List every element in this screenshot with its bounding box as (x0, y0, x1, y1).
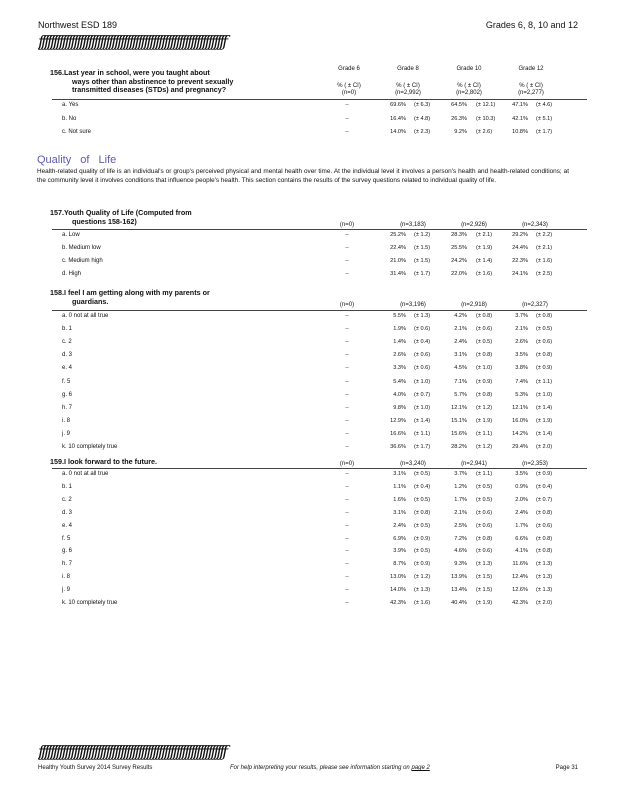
question-divider (52, 99, 587, 100)
answer-label: e. 4 (62, 522, 73, 529)
question-line: ways other than abstinence to prevent sexually (72, 76, 234, 86)
g10-ci: (± 1.4) (476, 258, 493, 264)
g8-ci: (± 1.4) (414, 417, 431, 424)
g12-ci: (± 0.8) (536, 352, 553, 359)
g12-ci: (± 2.0) (536, 444, 553, 450)
footer-survey-title: Healthy Youth Survey 2014 Survey Results (38, 765, 153, 771)
g10-percent: 9.3% (454, 561, 467, 568)
grade-header-label: Grade 12 (518, 66, 544, 72)
g8-percent: 3.1% (393, 471, 406, 477)
answer-label: c. Not sure (62, 129, 92, 135)
answer-label: j. 9 (62, 430, 71, 437)
g8-ci: (± 1.1) (414, 430, 431, 437)
g10-percent: 64.5% (451, 102, 467, 108)
g10-percent: 1.7% (454, 496, 467, 503)
g10-ci: (± 1.1) (476, 471, 493, 477)
answer-label: b. 1 (62, 326, 73, 333)
g8-percent: 1.4% (393, 339, 406, 346)
g12-percent: 11.6% (512, 561, 528, 568)
answer-label: c. 2 (62, 339, 72, 346)
g10-percent: 7.2% (454, 535, 467, 542)
question-number: 157. (50, 208, 64, 217)
g10-ci: (± 1.2) (476, 404, 493, 411)
g12-percent: 5.3% (515, 391, 528, 398)
grade-header-3 (496, 66, 566, 97)
sample-size: (n=3,196) (400, 302, 426, 308)
g12-percent: 6.6% (515, 535, 528, 542)
g8-percent: 14.0% (390, 587, 406, 594)
g8-percent: 1.9% (393, 326, 406, 333)
g8-percent: 16.6% (390, 430, 406, 437)
g8-ci: (± 0.9) (414, 535, 431, 542)
g12-percent: 24.4% (512, 245, 528, 251)
g10-percent: 24.2% (451, 258, 467, 264)
g12-percent: 3.8% (515, 365, 528, 372)
answer-label: h. 7 (62, 561, 73, 568)
g10-percent: 2.1% (454, 509, 467, 516)
g10-percent: 26.3% (451, 115, 467, 122)
g8-ci: (± 1.6) (414, 600, 431, 606)
g8-ci: (± 0.5) (414, 471, 431, 477)
question-line: I feel I am getting along with my parents or (64, 288, 210, 297)
g8-percent: 12.9% (390, 417, 406, 424)
grade-header-ci: % ( ± CI) (457, 83, 481, 89)
g12-percent: 16.0% (512, 417, 528, 424)
section-description: Health-related quality of life is an individual's or group's perceived physical and mental health over time. At the individual level it involves a person's health and health-related conditions; at the community level it involves conditions that influence people's health. This section contains the results of the survey questions related to individual quality of life. (37, 168, 569, 184)
g10-percent: 28.2% (451, 444, 467, 450)
g12-ci: (± 1.6) (536, 258, 553, 264)
sample-size: (n=0) (339, 302, 355, 308)
question-number: 156. (50, 68, 64, 77)
g8-percent: 5.4% (393, 378, 406, 385)
footer-help-text (230, 765, 430, 771)
g10-percent: 7.1% (454, 378, 467, 385)
g12-percent: 3.7% (515, 313, 528, 319)
answer-label: c. Medium high (62, 258, 103, 264)
answer-label: b. 1 (62, 483, 73, 490)
answer-label: j. 9 (62, 587, 71, 594)
answer-label: d. 3 (62, 509, 73, 516)
g10-ci: (± 0.6) (476, 326, 493, 333)
g12-ci: (± 1.3) (536, 587, 553, 594)
top-divider: ƒƒƒƒƒƒƒƒƒƒƒƒƒƒƒƒƒƒƒƒƒƒƒƒƒƒƒƒƒƒƒƒƒƒƒƒƒƒƒƒƒƒƒƒƒƒƒƒƒƒƒƒƒƒƒƒƒƒƒƒƒƒƒƒ (38, 32, 225, 51)
question-line: Last year in school, were you taught about (64, 68, 210, 77)
g8-ci: (± 1.0) (414, 404, 431, 411)
g12-percent: 2.1% (515, 326, 528, 333)
grade-header-ci: % ( ± CI) (519, 83, 543, 89)
g12-percent: 12.4% (512, 574, 528, 581)
g12-ci: (± 1.3) (536, 574, 553, 581)
g10-percent: 3.7% (454, 471, 467, 477)
answer-label: g. 6 (62, 548, 73, 555)
question-line: transmitted diseases (STDs) and pregnancy? (72, 85, 227, 94)
g12-ci: (± 0.9) (536, 365, 553, 372)
answer-label: b. Medium low (62, 245, 101, 251)
g10-ci: (± 1.1) (476, 430, 493, 437)
grade-header-label: Grade 8 (397, 66, 419, 72)
question-line: Youth Quality of Life (Computed from (64, 208, 192, 217)
g8-percent: 69.6% (390, 102, 406, 108)
header-grades: Grades 6, 8, 10 and 12 (485, 20, 578, 30)
g8-percent: 31.4% (390, 271, 406, 277)
g10-ci: (± 0.6) (476, 522, 493, 529)
g8-percent: 3.3% (393, 365, 406, 372)
grade6-value: -- (345, 444, 349, 450)
g10-percent: 9.2% (454, 129, 467, 135)
g8-percent: 16.4% (390, 115, 406, 122)
g12-ci: (± 1.9) (536, 417, 553, 424)
g8-percent: 8.7% (393, 561, 406, 568)
g8-percent: 4.0% (393, 391, 406, 398)
g10-percent: 2.4% (454, 339, 467, 346)
g12-ci: (± 1.7) (536, 129, 553, 135)
g10-percent: 13.4% (451, 587, 467, 594)
g8-ci: (± 1.2) (414, 232, 431, 238)
grade-header-label: Grade 10 (456, 66, 482, 72)
g12-percent: 4.1% (515, 548, 528, 555)
g12-ci: (± 5.1) (536, 115, 553, 122)
g12-ci: (± 1.4) (536, 430, 553, 437)
g10-percent: 15.6% (451, 430, 467, 437)
grade-header-2 (434, 66, 504, 97)
g10-ci: (± 0.5) (476, 483, 493, 490)
g12-ci: (± 0.6) (536, 522, 553, 529)
g12-ci: (± 1.3) (536, 561, 553, 568)
g8-ci: (± 1.5) (414, 245, 431, 251)
g8-ci: (± 1.7) (414, 271, 431, 277)
g12-ci: (± 0.8) (536, 535, 553, 542)
g12-percent: 12.6% (512, 587, 528, 594)
sample-size: (n=2,918) (461, 302, 487, 308)
sample-size: (n=0) (339, 461, 355, 467)
g10-ci: (± 0.8) (476, 535, 493, 542)
g8-percent: 2.4% (393, 522, 406, 529)
grade6-value: -- (345, 102, 349, 108)
g12-ci: (± 0.9) (536, 471, 553, 477)
answer-label: i. 8 (62, 417, 71, 424)
g10-percent: 15.1% (451, 417, 467, 424)
grade6-value: -- (345, 574, 349, 581)
header-district: Northwest ESD 189 (38, 20, 118, 30)
g10-ci: (± 1.9) (476, 417, 493, 424)
g10-percent: 4.6% (454, 548, 467, 555)
g8-percent: 22.4% (390, 245, 406, 251)
g12-percent: 42.1% (512, 115, 528, 122)
g12-percent: 10.8% (512, 129, 528, 135)
grade6-value: -- (345, 232, 349, 238)
g8-ci: (± 6.3) (414, 102, 431, 108)
g12-percent: 1.7% (515, 522, 528, 529)
g10-percent: 1.2% (454, 483, 467, 490)
g8-ci: (± 0.9) (414, 561, 431, 568)
g10-percent: 2.1% (454, 326, 467, 333)
g10-percent: 12.1% (451, 404, 467, 411)
g10-ci: (± 0.8) (476, 313, 493, 319)
g10-ci: (± 1.2) (476, 444, 493, 450)
question-divider (52, 468, 587, 469)
g12-percent: 14.2% (512, 430, 528, 437)
g12-percent: 0.9% (515, 483, 528, 490)
g12-percent: 29.2% (512, 232, 528, 238)
answer-label: g. 6 (62, 391, 73, 398)
g8-ci: (± 4.8) (414, 115, 431, 122)
g12-percent: 47.1% (512, 102, 528, 108)
question-line: questions 158-162) (72, 216, 137, 226)
grade-header-ci: % ( ± CI) (396, 83, 420, 89)
footer-page-link[interactable]: page 2 (411, 765, 430, 771)
g10-percent: 22.0% (451, 271, 467, 277)
answer-label: i. 8 (62, 574, 71, 581)
g12-percent: 24.1% (512, 271, 528, 277)
g8-percent: 9.8% (393, 404, 406, 411)
grade6-value: -- (345, 326, 349, 333)
grade6-value: -- (345, 339, 349, 346)
g12-ci: (± 0.7) (536, 496, 553, 503)
grade6-value: -- (345, 365, 349, 372)
g12-ci: (± 0.4) (536, 483, 553, 490)
section-title: Quality of Life (37, 154, 117, 166)
g8-ci: (± 0.7) (414, 391, 431, 398)
g10-ci: (± 2.1) (476, 232, 493, 238)
g10-ci: (± 0.6) (476, 509, 493, 516)
g8-ci: (± 1.3) (414, 313, 431, 319)
grade6-value: -- (345, 352, 349, 359)
g10-percent: 5.7% (454, 391, 467, 398)
g8-percent: 13.0% (390, 574, 406, 581)
answer-label: h. 7 (62, 404, 73, 411)
g8-percent: 1.6% (393, 496, 406, 503)
g10-ci: (± 12.1) (476, 102, 496, 108)
grade6-value: -- (345, 258, 349, 264)
question-divider (52, 310, 587, 311)
question-line: I look forward to the future. (64, 457, 158, 466)
g12-ci: (± 0.8) (536, 509, 553, 516)
sample-size: (n=2,941) (461, 461, 487, 467)
sample-size: (n=2,327) (522, 302, 548, 308)
g10-ci: (± 0.5) (476, 496, 493, 503)
answer-label: b. No (62, 115, 77, 122)
g10-ci: (± 0.9) (476, 378, 493, 385)
bottom-divider: ƒƒƒƒƒƒƒƒƒƒƒƒƒƒƒƒƒƒƒƒƒƒƒƒƒƒƒƒƒƒƒƒƒƒƒƒƒƒƒƒƒƒƒƒƒƒƒƒƒƒƒƒƒƒƒƒƒƒƒƒƒƒƒƒ (38, 742, 225, 761)
grade6-value: -- (345, 129, 349, 135)
grade-header-1 (373, 66, 443, 97)
sample-size: (n=2,343) (522, 222, 548, 228)
g8-ci: (± 0.4) (414, 339, 431, 346)
g8-ci: (± 1.0) (414, 378, 431, 385)
g10-ci: (± 1.0) (476, 365, 493, 372)
grade-header-n: (n=2,992) (395, 90, 421, 96)
grade6-value: -- (345, 378, 349, 385)
answer-label: f. 5 (62, 378, 71, 385)
g8-ci: (± 1.7) (414, 444, 431, 450)
g8-ci: (± 0.6) (414, 326, 431, 333)
grade6-value: -- (345, 391, 349, 398)
sample-size: (n=3,183) (400, 222, 426, 228)
question-line: guardians. (72, 296, 109, 306)
g8-percent: 42.3% (390, 600, 406, 606)
g12-percent: 29.4% (512, 444, 528, 450)
g10-percent: 40.4% (451, 600, 467, 606)
grade6-value: -- (345, 587, 349, 594)
g10-percent: 3.1% (454, 352, 467, 359)
answer-label: k. 10 completely true (62, 444, 118, 450)
grade-header-n: (n=2,277) (518, 90, 544, 96)
g8-ci: (± 0.6) (414, 352, 431, 359)
question-text (50, 69, 233, 95)
g10-ci: (± 1.3) (476, 561, 493, 568)
answer-label: a. 0 not at all true (62, 313, 109, 319)
answer-label: c. 2 (62, 496, 72, 503)
g12-percent: 3.5% (515, 471, 528, 477)
g8-ci: (± 1.3) (414, 587, 431, 594)
g10-ci: (± 0.8) (476, 391, 493, 398)
g8-percent: 3.9% (393, 548, 406, 555)
answer-label: a. 0 not at all true (62, 471, 109, 477)
grade6-value: -- (345, 417, 349, 424)
sample-size: (n=2,353) (522, 461, 548, 467)
g8-percent: 3.1% (393, 509, 406, 516)
g8-percent: 1.1% (393, 483, 406, 490)
g10-percent: 13.9% (451, 574, 467, 581)
question-text (50, 289, 210, 306)
sample-size: (n=2,926) (461, 222, 487, 228)
g8-percent: 21.0% (390, 258, 406, 264)
g8-ci: (± 0.5) (414, 496, 431, 503)
g8-percent: 6.9% (393, 535, 406, 542)
g8-ci: (± 0.5) (414, 548, 431, 555)
g12-ci: (± 2.0) (536, 600, 553, 606)
g12-percent: 42.3% (512, 600, 528, 606)
g10-ci: (± 1.6) (476, 271, 493, 277)
grade6-value: -- (345, 471, 349, 477)
g12-ci: (± 4.6) (536, 102, 553, 108)
answer-label: a. Yes (62, 102, 79, 108)
question-text (50, 209, 192, 226)
g10-ci: (± 1.5) (476, 587, 493, 594)
grade6-value: -- (345, 430, 349, 437)
g8-ci: (± 2.3) (414, 129, 431, 135)
g10-percent: 25.5% (451, 245, 467, 251)
g8-percent: 25.2% (390, 232, 406, 238)
grade-header-label: Grade 6 (338, 66, 360, 72)
g10-percent: 2.5% (454, 522, 467, 529)
grade6-value: -- (345, 245, 349, 251)
g10-ci: (± 0.6) (476, 548, 493, 555)
g12-percent: 2.0% (515, 496, 528, 503)
question-divider (52, 229, 587, 230)
question-number: 158. (50, 288, 64, 297)
g12-ci: (± 1.1) (536, 378, 553, 385)
grade-header-n: (n=0) (341, 90, 357, 96)
grade6-value: -- (345, 404, 349, 411)
g8-percent: 14.0% (390, 129, 406, 135)
g8-ci: (± 0.8) (414, 509, 431, 516)
answer-label: d. High (62, 271, 82, 277)
grade6-value: -- (345, 600, 349, 606)
grade6-value: -- (345, 522, 349, 529)
g12-ci: (± 1.4) (536, 404, 553, 411)
g12-percent: 7.4% (515, 378, 528, 385)
g12-percent: 22.3% (512, 258, 528, 264)
g10-ci: (± 0.5) (476, 339, 493, 346)
grade6-value: -- (345, 509, 349, 516)
g10-ci: (± 1.9) (476, 600, 493, 606)
footer-page-number: Page 31 (555, 765, 578, 771)
g12-percent: 12.1% (512, 404, 528, 411)
g8-ci: (± 1.2) (414, 574, 431, 581)
question-text (50, 458, 157, 467)
g8-percent: 36.6% (390, 444, 406, 450)
g12-ci: (± 2.1) (536, 245, 553, 251)
g10-ci: (± 2.6) (476, 129, 493, 135)
g12-ci: (± 1.0) (536, 391, 553, 398)
g10-ci: (± 0.8) (476, 352, 493, 359)
g8-percent: 5.5% (393, 313, 406, 319)
footer-help-prefix: For help interpreting your results, please see information starting on (230, 765, 412, 771)
g10-ci: (± 1.9) (476, 245, 493, 251)
g12-percent: 2.4% (515, 509, 528, 516)
answer-label: k. 10 completely true (62, 600, 118, 606)
grade6-value: -- (345, 483, 349, 490)
g8-percent: 2.6% (393, 352, 406, 359)
answer-label: f. 5 (62, 535, 71, 542)
g12-ci: (± 0.5) (536, 326, 553, 333)
g10-percent: 28.3% (451, 232, 467, 238)
g8-ci: (± 0.4) (414, 483, 431, 490)
grade6-value: -- (345, 271, 349, 277)
answer-label: d. 3 (62, 352, 73, 359)
sample-size: (n=0) (339, 222, 355, 228)
g12-percent: 2.6% (515, 339, 528, 346)
g12-percent: 3.5% (515, 352, 528, 359)
grade6-value: -- (345, 115, 349, 122)
grade6-value: -- (345, 548, 349, 555)
g8-ci: (± 0.5) (414, 522, 431, 529)
sample-size: (n=3,240) (400, 461, 426, 467)
g10-percent: 4.2% (454, 313, 467, 319)
question-number: 159. (50, 457, 64, 466)
answer-label: e. 4 (62, 365, 73, 372)
g10-percent: 4.5% (454, 365, 467, 372)
g12-ci: (± 0.8) (536, 313, 553, 319)
g8-ci: (± 0.6) (414, 365, 431, 372)
grade6-value: -- (345, 535, 349, 542)
grade6-value: -- (345, 313, 349, 319)
grade6-value: -- (345, 496, 349, 503)
g12-ci: (± 2.2) (536, 232, 553, 238)
grade-header-ci: % ( ± CI) (337, 83, 361, 89)
g12-ci: (± 0.8) (536, 548, 553, 555)
g8-ci: (± 1.5) (414, 258, 431, 264)
answer-label: a. Low (62, 232, 80, 238)
g10-ci: (± 1.5) (476, 574, 493, 581)
grade6-value: -- (345, 561, 349, 568)
g12-ci: (± 2.5) (536, 271, 553, 277)
g12-ci: (± 0.6) (536, 339, 553, 346)
grade-header-n: (n=2,802) (456, 90, 482, 96)
g10-ci: (± 10.3) (476, 115, 496, 122)
